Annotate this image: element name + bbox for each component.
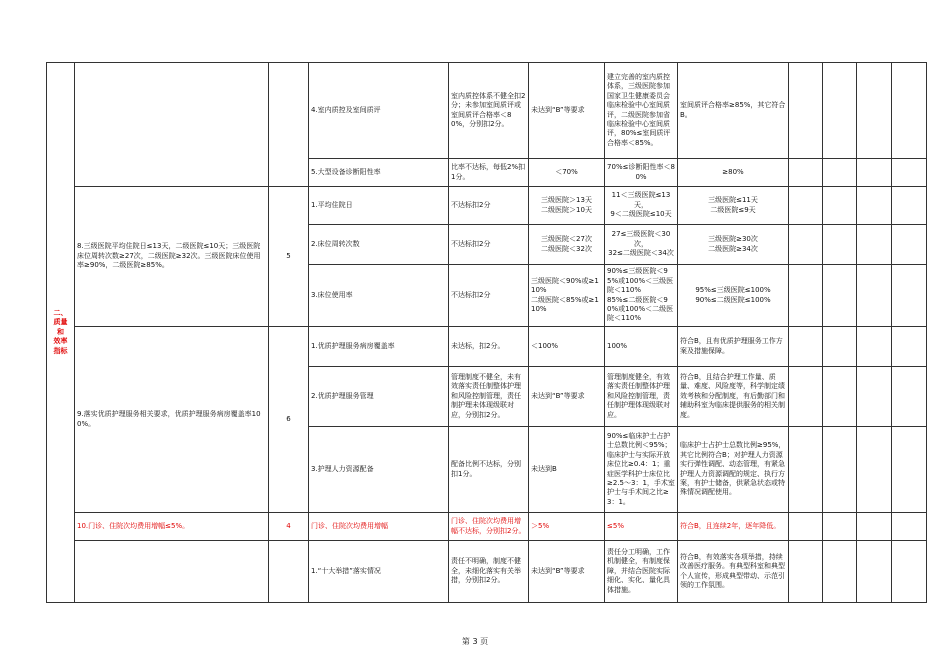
empty-cell — [823, 187, 857, 225]
empty-cell — [789, 187, 823, 225]
empty-cell — [789, 541, 823, 603]
empty-cell — [789, 265, 823, 327]
rule-cell: 配备比例不达标，分别扣1分。 — [449, 427, 529, 513]
grade-b-cell: 建立完善的室内质控体系，三级医院参加国家卫生健康委员会临床检验中心室间质评，二级医院参加省临床检验中心室间质评，80%≤室间质评合格率＜85%。 — [605, 63, 678, 159]
empty-cell — [823, 367, 857, 427]
empty-cell — [857, 63, 892, 159]
standard-cell: 10.门诊、住院次均费用增幅≤5%。 — [75, 513, 269, 541]
grade-c-cell: 未达到“B”等要求 — [529, 541, 605, 603]
table-row — [47, 187, 927, 225]
empty-cell — [823, 327, 857, 367]
empty-cell — [892, 225, 927, 265]
empty-cell — [857, 187, 892, 225]
grade-c-cell: 三级医院＞13天 二级医院＞10天 — [529, 187, 605, 225]
standard-cell: 9.落实优质护理服务相关要求，优质护理服务病房覆盖率100%。 — [75, 327, 269, 513]
table-row — [47, 63, 927, 159]
rule-cell: 不达标扣2分 — [449, 265, 529, 327]
empty-cell — [789, 63, 823, 159]
grade-b-cell: 管理制度健全，有效落实责任制整体护理和风险控制管理，责任制护理体现级联对应。 — [605, 367, 678, 427]
empty-cell — [823, 265, 857, 327]
empty-cell — [789, 513, 823, 541]
empty-cell — [857, 225, 892, 265]
rule-cell: 室内质控体系不健全扣2分；未参加室间质评或室间质评合格率＜80%，分别扣2分。 — [449, 63, 529, 159]
standard-cell — [75, 541, 269, 603]
evaluation-table — [46, 62, 927, 603]
score-cell: 6 — [269, 327, 309, 513]
grade-b-cell: 责任分工明确，工作机制健全，有制度保障，并结合医院实际细化、实化、量化具体措施。 — [605, 541, 678, 603]
grade-c-cell: 未达到“B”等要求 — [529, 63, 605, 159]
table-row — [47, 327, 927, 367]
grade-a-cell: 符合B，且有优质护理服务工作方案及措施保障。 — [678, 327, 789, 367]
item-cell: 4.室内质控及室间质评 — [309, 63, 449, 159]
empty-cell — [823, 159, 857, 187]
item-cell: 1.“十大举措”落实情况 — [309, 541, 449, 603]
empty-cell — [892, 541, 927, 603]
empty-cell — [789, 159, 823, 187]
grade-c-cell: ＜70% — [529, 159, 605, 187]
empty-cell — [857, 367, 892, 427]
grade-b-cell: 11＜三级医院≤13天， 9＜二级医院≤10天 — [605, 187, 678, 225]
grade-c-cell: 未达到“B”等要求 — [529, 367, 605, 427]
empty-cell — [892, 159, 927, 187]
empty-cell — [823, 63, 857, 159]
grade-b-cell: 90%≤临床护士占护士总数比例＜95%；临床护士与实际开放床位比≥0.4：1；重症医学科护士床位比≥2.5～3：1，手术室护士与手术间之比≥3：1。 — [605, 427, 678, 513]
empty-cell — [789, 327, 823, 367]
rule-cell: 不达标扣2分 — [449, 225, 529, 265]
grade-a-cell: 符合B，且结合护理工作量、质量、难度、风险度等，科学制定绩效考核和分配制度，有后勤部门和辅助科室为临床提供服务的相关制度。 — [678, 367, 789, 427]
empty-cell — [892, 513, 927, 541]
empty-cell — [857, 427, 892, 513]
empty-cell — [789, 225, 823, 265]
empty-cell — [857, 513, 892, 541]
grade-c-cell: ＞5% — [529, 513, 605, 541]
empty-cell — [857, 159, 892, 187]
grade-a-cell: 95%≤三级医院≤100% 90%≤二级医院≤100% — [678, 265, 789, 327]
item-cell: 2.优质护理服务管理 — [309, 367, 449, 427]
rule-cell: 比率不达标，每低2%扣1分。 — [449, 159, 529, 187]
grade-b-cell: 70%≤诊断阳性率＜80% — [605, 159, 678, 187]
rule-cell: 门诊、住院次均费用增幅不达标，分别扣2分。 — [449, 513, 529, 541]
grade-b-cell: ≤5% — [605, 513, 678, 541]
item-cell: 1.平均住院日 — [309, 187, 449, 225]
rule-cell: 责任不明确，制度不健全，未细化落实有关举措，分别扣2分。 — [449, 541, 529, 603]
empty-cell — [892, 63, 927, 159]
item-cell: 2.床位周转次数 — [309, 225, 449, 265]
grade-b-cell: 100% — [605, 327, 678, 367]
empty-cell — [823, 427, 857, 513]
grade-a-cell: ≥80% — [678, 159, 789, 187]
rule-cell: 不达标扣2分 — [449, 187, 529, 225]
item-cell: 3.床位使用率 — [309, 265, 449, 327]
item-cell: 5.大型设备诊断阳性率 — [309, 159, 449, 187]
empty-cell — [823, 513, 857, 541]
standard-cell — [75, 63, 269, 187]
grade-b-cell: 90%≤三级医院＜95%或100%＜三级医院＜110% 85%≤二级医院＜90%或100%＜二级医院＜110% — [605, 265, 678, 327]
grade-a-cell: 符合B，且连续2年，逐年降低。 — [678, 513, 789, 541]
empty-cell — [857, 265, 892, 327]
grade-a-cell: 三级医院≤11天 二级医院≤9天 — [678, 187, 789, 225]
item-cell: 1.优质护理服务病房覆盖率 — [309, 327, 449, 367]
score-cell — [269, 541, 309, 603]
empty-cell — [823, 541, 857, 603]
grade-a-cell: 室间质评合格率≥85%，其它符合B。 — [678, 63, 789, 159]
table-row — [47, 513, 927, 541]
empty-cell — [789, 367, 823, 427]
score-cell: 4 — [269, 513, 309, 541]
rule-cell: 未达标，扣2分。 — [449, 327, 529, 367]
grade-c-cell: ＜100% — [529, 327, 605, 367]
empty-cell — [857, 541, 892, 603]
empty-cell — [857, 327, 892, 367]
grade-a-cell: 三级医院≥30次 二级医院≥34次 — [678, 225, 789, 265]
empty-cell — [892, 367, 927, 427]
grade-a-cell: 临床护士占护士总数比例≥95%，其它比例符合B；对护理人力资源实行弹性调配、动态管理，有紧急护理人力资源调配的规定、执行方案，有护士储备，供紧急状态或特殊情况调配使用。 — [678, 427, 789, 513]
grade-c-cell: 三级医院＜90%或≥110% 二级医院＜85%或≥110% — [529, 265, 605, 327]
empty-cell — [892, 327, 927, 367]
empty-cell — [892, 265, 927, 327]
item-cell: 3.护理人力资源配备 — [309, 427, 449, 513]
empty-cell — [892, 187, 927, 225]
empty-cell — [892, 427, 927, 513]
rule-cell: 管理制度不健全，未有效落实责任制整体护理和风险控制管理，责任制护理未体现级联对应，分别扣2分。 — [449, 367, 529, 427]
grade-b-cell: 27≤三级医院＜30次， 32≤二级医院＜34次 — [605, 225, 678, 265]
category-cell: 二、 质量 和 效率 指标 — [47, 63, 75, 603]
grade-a-cell: 符合B，有效落实各项举措，持续改善医疗服务。有典型科室和典型个人宣传，形成典型带动、示范引领的工作氛围。 — [678, 541, 789, 603]
grade-c-cell: 未达到B — [529, 427, 605, 513]
grade-c-cell: 三级医院＜27次 二级医院＜32次 — [529, 225, 605, 265]
item-cell: 门诊、住院次均费用增幅 — [309, 513, 449, 541]
page-number: 第 3 页 — [461, 637, 489, 646]
empty-cell — [823, 225, 857, 265]
table-row — [47, 541, 927, 603]
standard-cell: 8.三级医院平均住院日≤13天，二级医院≤10天；三级医院床位周转次数≥27次，二级医院≥32次。三级医院床位使用率≥90%，二级医院≥85%。 — [75, 187, 269, 327]
score-cell: 5 — [269, 187, 309, 327]
score-cell — [269, 63, 309, 187]
empty-cell — [789, 427, 823, 513]
